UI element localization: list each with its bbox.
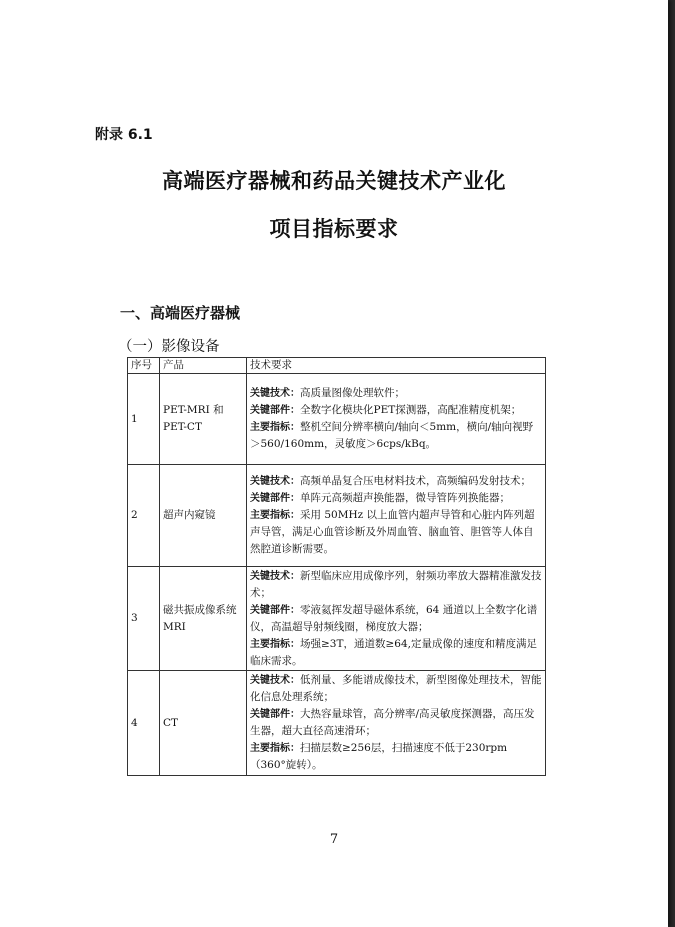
- table-row: [128, 374, 546, 465]
- requirement-text: 低剂量、多能谱成像技术，新型图像处理技术，智能化信息处理系统；: [250, 674, 542, 703]
- table-row: [128, 465, 546, 567]
- requirement-line: [250, 507, 542, 558]
- requirements-cell: [247, 567, 546, 671]
- requirement-label: 主要指标：: [250, 743, 300, 754]
- requirement-label: 主要指标：: [250, 422, 300, 433]
- requirement-text: 新型临床应用成像序列，射频功率放大器精准激发技术；: [250, 569, 542, 599]
- requirement-label: 主要指标：: [250, 510, 300, 521]
- product-name: CT: [160, 671, 247, 776]
- table-header-row: [128, 358, 546, 374]
- product-name: 超声内窥镜: [160, 465, 247, 567]
- row-number: 2: [128, 465, 160, 567]
- document-title-line-2: 项目指标要求: [269, 217, 399, 241]
- requirement-line: [250, 602, 542, 636]
- requirement-line: [250, 706, 542, 740]
- requirement-line: [250, 385, 542, 402]
- requirement-label: 关键技术：: [250, 570, 300, 582]
- appendix-label: 附录 6.1: [95, 127, 153, 143]
- header-no: 序号: [128, 358, 160, 374]
- requirement-line: [250, 490, 542, 507]
- row-number: 4: [128, 671, 160, 776]
- requirement-text: 扫描层数≥256层，扫描速度不低于230rpm（360°旋转）。: [250, 742, 508, 771]
- requirement-text: 零液氦挥发超导磁体系统，64 通道以上全数字化谱仪，高温超导射频线圈，梯度放大器；: [250, 603, 538, 633]
- requirement-label: 关键部件：: [250, 709, 300, 720]
- page-number: 7: [329, 832, 339, 847]
- product-name: PET-MRI 和 PET-CT: [160, 374, 247, 465]
- row-number: 3: [128, 567, 160, 671]
- requirements-table: [127, 357, 546, 776]
- requirement-text: 单阵元高频超声换能器，微导管阵列换能器；: [300, 492, 510, 504]
- header-product: 产品: [160, 358, 247, 374]
- requirements-cell: [247, 671, 546, 776]
- requirement-label: 关键部件：: [250, 405, 300, 416]
- requirement-line: [250, 672, 542, 706]
- requirement-label: 关键技术：: [250, 476, 300, 487]
- document-title-line-1: 高端医疗器械和药品关键技术产业化: [162, 169, 506, 193]
- requirement-label: 主要指标：: [250, 638, 300, 650]
- requirement-line: [250, 636, 542, 670]
- requirement-label: 关键部件：: [250, 604, 300, 616]
- subsection-heading: （一）影像设备: [118, 339, 220, 355]
- requirement-line: [250, 402, 542, 419]
- requirement-text: 大热容量球管，高分辨率/高灵敏度探测器，高压发生器，超大直径高速滑环；: [250, 708, 535, 737]
- requirement-line: [250, 473, 542, 490]
- table-row: [128, 671, 546, 776]
- header-requirements: 技术要求: [247, 358, 546, 374]
- requirement-label: 关键部件：: [250, 493, 300, 504]
- requirement-text: 采用 50MHz 以上血管内超声导管和心脏内阵列超声导管，满足心血管诊断及外周血管、脑血管、胆管等人体自然腔道诊断需要。: [250, 509, 535, 555]
- requirement-text: 场强≥3T，通道数≥64,定量成像的速度和精度满足临床需求。: [250, 637, 537, 667]
- requirement-text: 高频单晶复合压电材料技术，高频编码发射技术；: [300, 475, 531, 487]
- requirement-label: 关键技术：: [250, 388, 300, 399]
- requirement-text: 高质量图像处理软件；: [300, 387, 405, 399]
- product-name: 磁共振成像系统 MRI: [160, 567, 247, 671]
- section-heading: 一、高端医疗器械: [120, 304, 241, 322]
- requirement-line: [250, 419, 542, 453]
- row-number: 1: [128, 374, 160, 465]
- requirement-line: [250, 740, 542, 774]
- requirements-cell: [247, 374, 546, 465]
- table-row: [128, 567, 546, 671]
- requirement-label: 关键技术：: [250, 675, 300, 686]
- requirement-text: 整机空间分辨率横向/轴向＜5mm，横向/轴向视野＞560/160mm，灵敏度＞6cps/kBq。: [250, 421, 534, 450]
- requirement-line: [250, 568, 542, 602]
- requirement-text: 全数字化模块化PET探测器，高配准精度机架；: [300, 404, 522, 416]
- requirements-cell: [247, 465, 546, 567]
